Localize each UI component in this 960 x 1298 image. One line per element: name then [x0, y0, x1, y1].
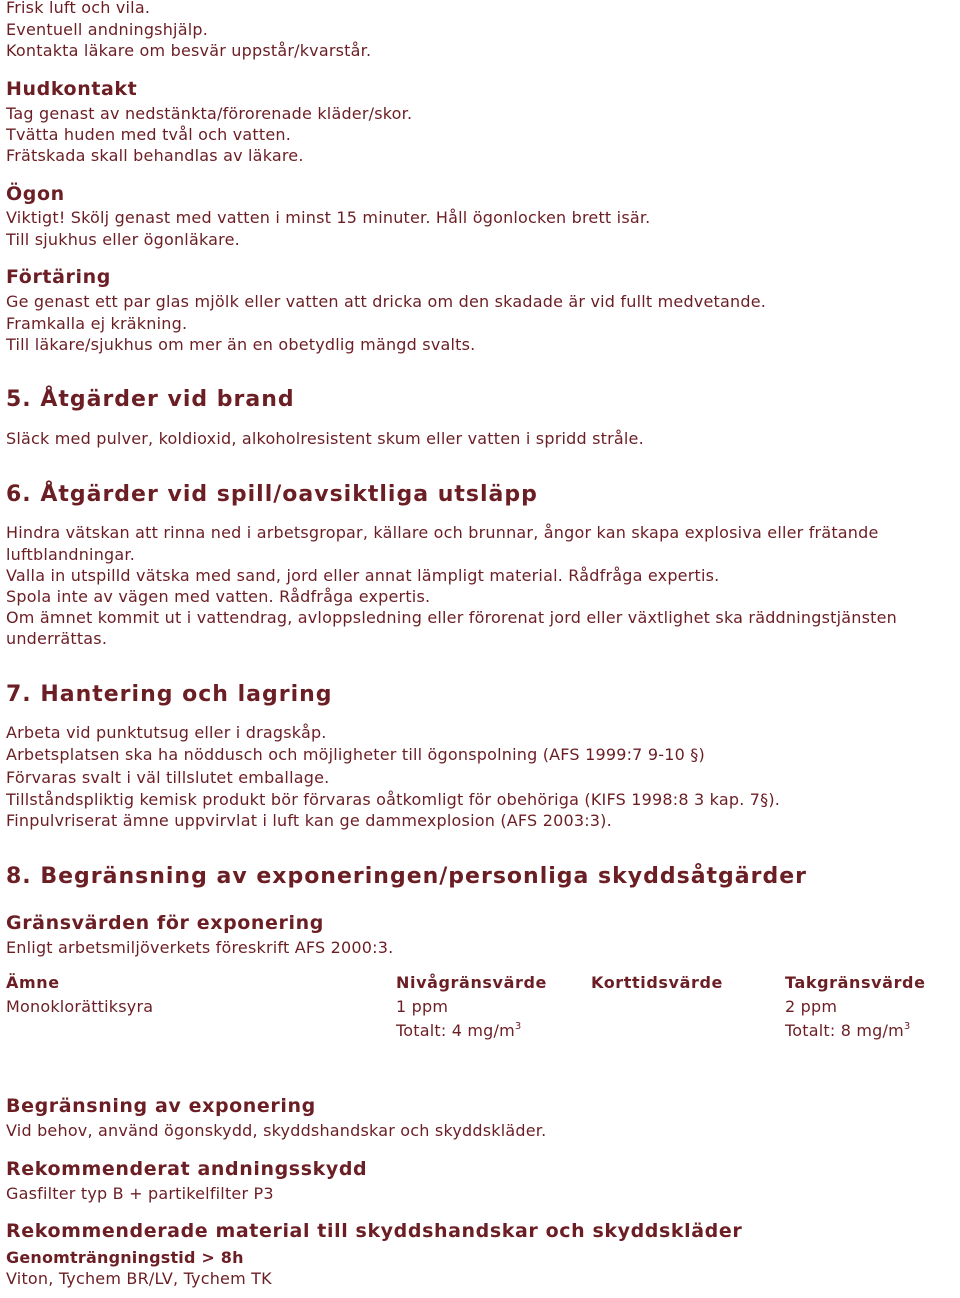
section-7-heading: 7. Hantering och lagring	[6, 682, 333, 707]
unit-exponent: 3	[514, 1021, 522, 1032]
materials-heading: Rekommenderade material till skyddshandskar och skyddskläder	[6, 1220, 743, 1242]
respiratory-heading: Rekommenderat andningsskydd	[6, 1158, 368, 1180]
level-limit-total-cell	[396, 1021, 521, 1041]
first-aid-line: Eventuell andningshjälp.	[6, 20, 208, 39]
limits-heading: Gränsvärden för exponering	[6, 912, 324, 934]
ingestion-line: Ge genast ett par glas mjölk eller vatten att dricka om den skadade är vid fullt medvetande.	[6, 292, 767, 311]
unit-exponent: 3	[903, 1021, 911, 1032]
section-7-line: Tillståndspliktig kemisk produkt bör förvaras oåtkomligt för obehöriga (KIFS 1998:8 3 kap. 7§).	[6, 790, 781, 809]
eyes-line: Till sjukhus eller ögonläkare.	[6, 230, 240, 249]
exposure-heading: Begränsning av exponering	[6, 1095, 316, 1117]
section-6-heading: 6. Åtgärder vid spill/oavsiktliga utsläpp	[6, 482, 538, 507]
skin-contact-line: Frätskada skall behandlas av läkare.	[6, 146, 304, 165]
section-6-line: Om ämnet kommit ut i vattendrag, avloppsledning eller förorenat jord eller växtlighet ska räddningstjänsten	[6, 608, 897, 627]
skin-contact-line: Tag genast av nedstänkta/förorenade kläder/skor.	[6, 104, 413, 123]
column-header-short-term: Korttidsvärde	[591, 973, 723, 992]
section-7-line: Arbeta vid punktutsug eller i dragskåp.	[6, 723, 327, 742]
eyes-heading: Ögon	[6, 183, 65, 205]
section-6-line: underrättas.	[6, 629, 108, 648]
ingestion-line: Till läkare/sjukhus om mer än en obetydlig mängd svalts.	[6, 335, 476, 354]
first-aid-line: Frisk luft och vila.	[6, 0, 151, 17]
limits-note: Enligt arbetsmiljöverkets föreskrift AFS 2000:3.	[6, 938, 394, 957]
ceiling-ppm-cell: 2 ppm	[785, 997, 838, 1016]
level-limit-total-text: Totalt: 4 mg/m	[396, 1021, 515, 1040]
skin-contact-line: Tvätta huden med tvål och vatten.	[6, 125, 292, 144]
section-6-line: Valla in utspilld vätska med sand, jord eller annat lämpligt material. Rådfråga expertis.	[6, 566, 720, 585]
section-8-heading: 8. Begränsning av exponeringen/personliga skyddsåtgärder	[6, 864, 808, 889]
section-6-line: Spola inte av vägen med vatten. Rådfråga expertis.	[6, 587, 431, 606]
eyes-line: Viktigt! Skölj genast med vatten i minst 15 minuter. Håll ögonlocken brett isär.	[6, 208, 651, 227]
section-7-line: Finpulvriserat ämne uppvirvlat i luft kan ge dammexplosion (AFS 2003:3).	[6, 811, 612, 830]
ceiling-total-cell	[785, 1021, 910, 1041]
column-header-substance: Ämne	[6, 973, 60, 992]
ceiling-total-text: Totalt: 8 mg/m	[785, 1021, 904, 1040]
section-6-line: luftblandningar.	[6, 545, 135, 564]
substance-cell: Monoklorättiksyra	[6, 997, 154, 1016]
column-header-level-limit: Nivågränsvärde	[396, 973, 547, 992]
section-7-line: Förvaras svalt i väl tillslutet emballage.	[6, 768, 330, 787]
materials-text: Viton, Tychem BR/LV, Tychem TK	[6, 1269, 272, 1288]
permeation-time-subheading: Genomträngningstid > 8h	[6, 1248, 244, 1267]
respiratory-text: Gasfilter typ B + partikelfilter P3	[6, 1184, 274, 1203]
section-7-line: Arbetsplatsen ska ha nöddusch och möjligheter till ögonspolning (AFS 1999:7 9-10 §)	[6, 745, 705, 764]
skin-contact-heading: Hudkontakt	[6, 78, 138, 100]
level-limit-ppm-cell: 1 ppm	[396, 997, 449, 1016]
ingestion-line: Framkalla ej kräkning.	[6, 314, 188, 333]
exposure-text: Vid behov, använd ögonskydd, skyddshandskar och skyddskläder.	[6, 1121, 547, 1140]
section-5-line: Släck med pulver, koldioxid, alkoholresistent skum eller vatten i spridd stråle.	[6, 429, 644, 448]
ingestion-heading: Förtäring	[6, 266, 111, 288]
section-6-line: Hindra vätskan att rinna ned i arbetsgropar, källare och brunnar, ångor kan skapa explosiva eller frätande	[6, 523, 879, 542]
section-5-heading: 5. Åtgärder vid brand	[6, 387, 295, 412]
first-aid-line: Kontakta läkare om besvär uppstår/kvarstår.	[6, 41, 372, 60]
column-header-ceiling: Takgränsvärde	[785, 973, 926, 992]
